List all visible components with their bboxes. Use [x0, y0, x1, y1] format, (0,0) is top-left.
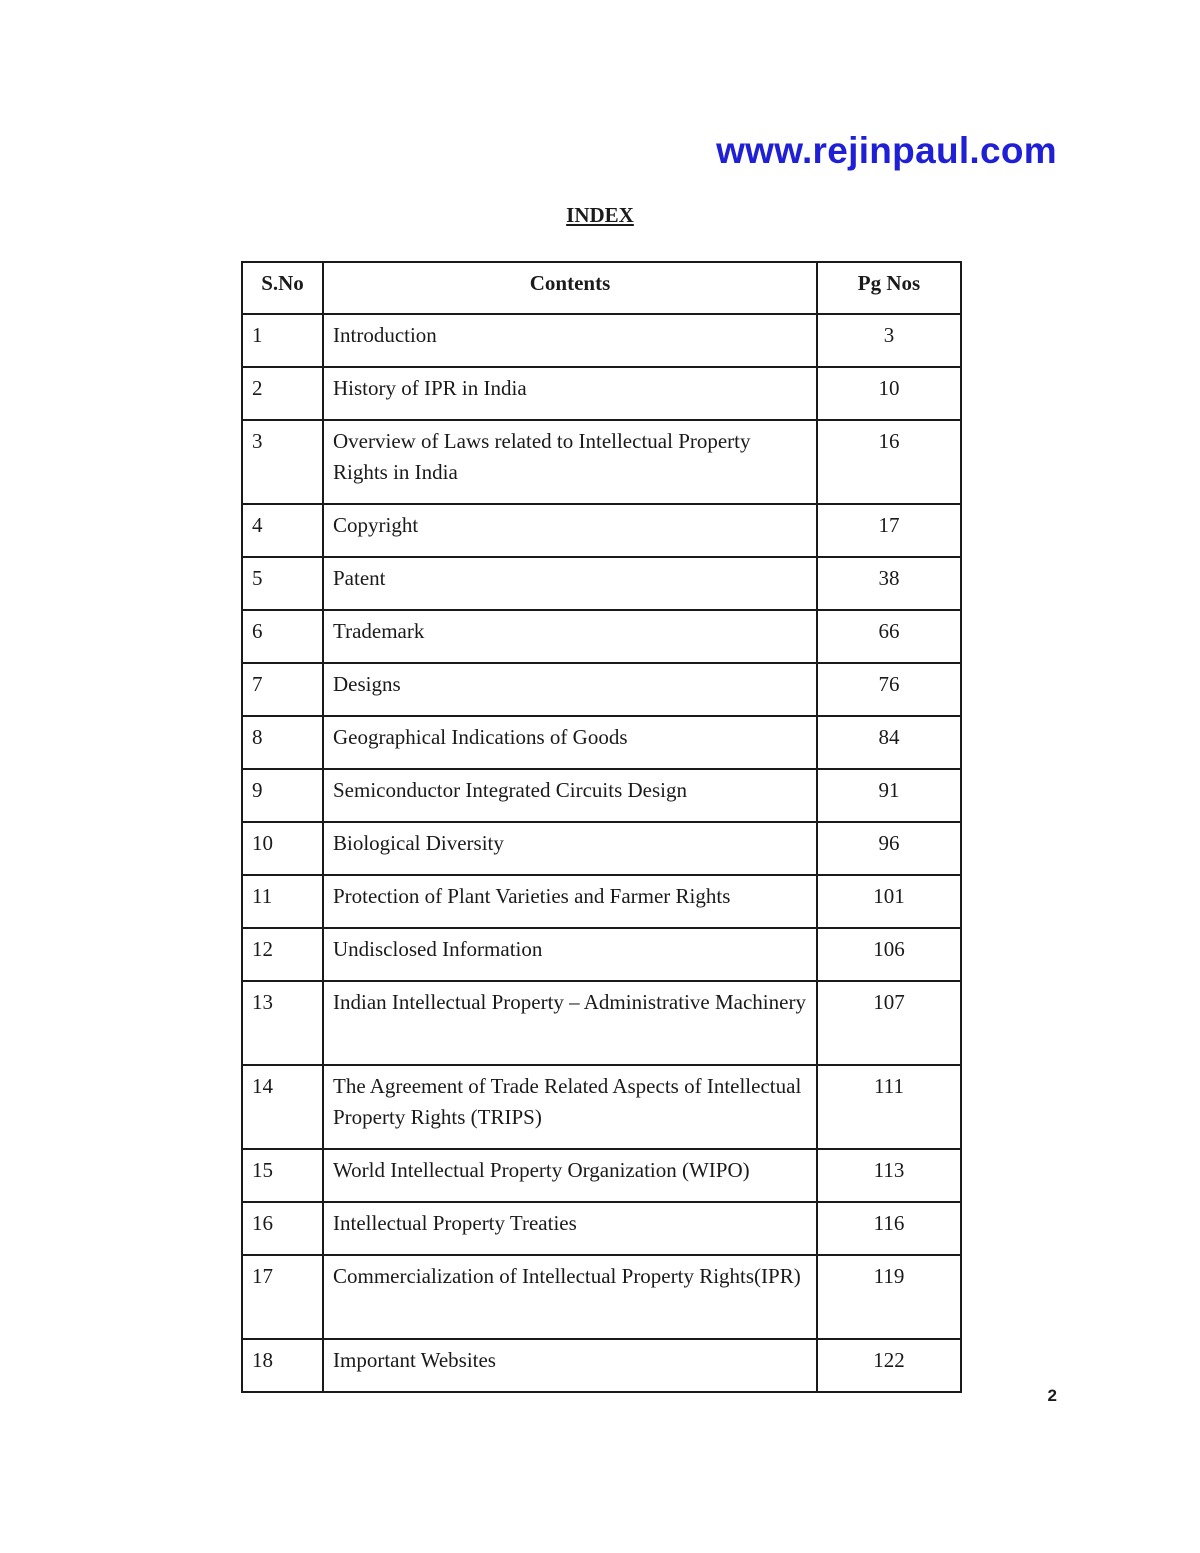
row-page: 96: [817, 822, 961, 875]
row-page: 16: [817, 420, 961, 504]
row-page: 91: [817, 769, 961, 822]
table-row: [242, 610, 961, 663]
row-page: 107: [817, 981, 961, 1065]
row-sno: 10: [242, 822, 323, 875]
table-row: [242, 1065, 961, 1149]
row-content: Introduction: [323, 314, 817, 367]
row-sno: 5: [242, 557, 323, 610]
table-row: [242, 314, 961, 367]
table-row: [242, 769, 961, 822]
row-content: Biological Diversity: [323, 822, 817, 875]
website-watermark: www.rejinpaul.com: [716, 130, 1057, 171]
table-row: [242, 1339, 961, 1392]
row-page: 106: [817, 928, 961, 981]
row-sno: 1: [242, 314, 323, 367]
row-sno: 8: [242, 716, 323, 769]
row-content: Protection of Plant Varieties and Farmer Rights: [323, 875, 817, 928]
row-page: 10: [817, 367, 961, 420]
table-row: [242, 504, 961, 557]
row-page: 38: [817, 557, 961, 610]
row-content: History of IPR in India: [323, 367, 817, 420]
row-page: 101: [817, 875, 961, 928]
row-sno: 12: [242, 928, 323, 981]
row-content: Patent: [323, 557, 817, 610]
row-sno: 13: [242, 981, 323, 1065]
row-content: Geographical Indications of Goods: [323, 716, 817, 769]
index-table: [241, 261, 962, 1393]
row-sno: 9: [242, 769, 323, 822]
row-content: Semiconductor Integrated Circuits Design: [323, 769, 817, 822]
row-sno: 2: [242, 367, 323, 420]
row-content: Undisclosed Information: [323, 928, 817, 981]
row-page: 3: [817, 314, 961, 367]
table-row: [242, 663, 961, 716]
table-row: [242, 1255, 961, 1339]
row-content: Intellectual Property Treaties: [323, 1202, 817, 1255]
column-header-sno: S.No: [242, 262, 323, 314]
row-page: 17: [817, 504, 961, 557]
row-page: 122: [817, 1339, 961, 1392]
row-sno: 18: [242, 1339, 323, 1392]
row-content: Trademark: [323, 610, 817, 663]
row-page: 66: [817, 610, 961, 663]
row-page: 116: [817, 1202, 961, 1255]
table-row: [242, 981, 961, 1065]
page-number: 2: [1047, 1386, 1057, 1405]
row-sno: 11: [242, 875, 323, 928]
row-content: Copyright: [323, 504, 817, 557]
row-sno: 15: [242, 1149, 323, 1202]
row-sno: 7: [242, 663, 323, 716]
page-title: INDEX: [566, 203, 634, 227]
row-page: 84: [817, 716, 961, 769]
row-sno: 6: [242, 610, 323, 663]
column-header-contents: Contents: [323, 262, 817, 314]
row-content: World Intellectual Property Organization (WIPO): [323, 1149, 817, 1202]
row-sno: 4: [242, 504, 323, 557]
table-row: [242, 420, 961, 504]
table-row: [242, 716, 961, 769]
row-content: The Agreement of Trade Related Aspects of Intellectual Property Rights (TRIPS): [323, 1065, 817, 1149]
row-content: Designs: [323, 663, 817, 716]
table-header-row: [242, 262, 961, 314]
row-sno: 16: [242, 1202, 323, 1255]
row-page: 119: [817, 1255, 961, 1339]
row-content: Important Websites: [323, 1339, 817, 1392]
column-header-page: Pg Nos: [817, 262, 961, 314]
table-row: [242, 367, 961, 420]
table-row: [242, 1149, 961, 1202]
row-page: 111: [817, 1065, 961, 1149]
row-sno: 17: [242, 1255, 323, 1339]
row-content: Overview of Laws related to Intellectual Property Rights in India: [323, 420, 817, 504]
row-sno: 14: [242, 1065, 323, 1149]
table-row: [242, 822, 961, 875]
row-content: Commercialization of Intellectual Property Rights(IPR): [323, 1255, 817, 1339]
row-content: Indian Intellectual Property – Administrative Machinery: [323, 981, 817, 1065]
table-row: [242, 928, 961, 981]
table-row: [242, 875, 961, 928]
table-row: [242, 1202, 961, 1255]
table-row: [242, 557, 961, 610]
row-page: 113: [817, 1149, 961, 1202]
row-page: 76: [817, 663, 961, 716]
row-sno: 3: [242, 420, 323, 504]
